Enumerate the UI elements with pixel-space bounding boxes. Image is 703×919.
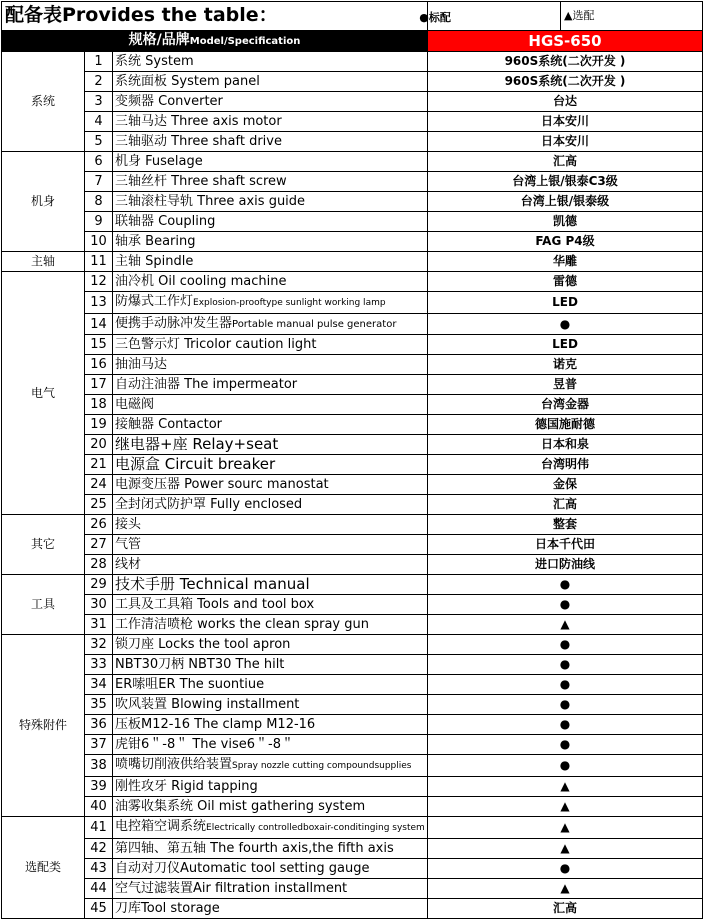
item-name-en: Three shaft drive — [167, 134, 282, 149]
table-row — [2, 395, 703, 415]
item-name-en: Rigid tapping — [167, 779, 258, 794]
item-value: 汇高 — [428, 152, 703, 172]
table-row — [2, 495, 703, 515]
category-cell: 机身 — [2, 152, 85, 252]
item-name-en: Oil cooling machine — [154, 274, 287, 289]
table-row — [2, 755, 703, 777]
item-description — [113, 132, 428, 152]
item-value: ▲ — [428, 777, 703, 797]
item-description — [113, 879, 428, 899]
item-name-en: Tool storage — [141, 901, 220, 916]
item-name-en: Automatic tool setting gauge — [180, 861, 370, 876]
page-title — [2, 2, 451, 31]
item-name-en: Air filtration installment — [193, 881, 348, 896]
item-description — [113, 435, 428, 455]
item-name-cn: 三色警示灯 — [115, 337, 181, 352]
item-value: 华雕 — [428, 252, 703, 272]
item-description — [113, 415, 428, 435]
row-number: 14 — [85, 314, 113, 335]
title-text: 配备表Provides the table： — [5, 3, 278, 26]
item-value: ▲ — [428, 879, 703, 899]
item-description — [113, 655, 428, 675]
table-row — [2, 635, 703, 655]
table-row — [2, 112, 703, 132]
item-value: 台湾明伟 — [428, 455, 703, 475]
item-name-en: Spindle — [141, 254, 194, 269]
item-name-cn: 防爆式工作灯 — [115, 294, 194, 309]
row-number: 15 — [85, 335, 113, 355]
item-name-cn: 气管 — [115, 537, 142, 552]
equipment-table — [1, 1, 703, 919]
item-name-en: Technical manual — [175, 575, 310, 593]
table-row — [2, 535, 703, 555]
row-number: 7 — [85, 172, 113, 192]
item-value: 进口防油线 — [428, 555, 703, 575]
item-description — [113, 695, 428, 715]
row-number: 11 — [85, 252, 113, 272]
row-number: 6 — [85, 152, 113, 172]
item-name-cn: 系统 — [115, 54, 142, 69]
table-row — [2, 192, 703, 212]
item-description — [113, 212, 428, 232]
item-description — [113, 192, 428, 212]
item-value: ▲ — [428, 797, 703, 817]
table-row — [2, 899, 703, 919]
item-name-en: Three shaft screw — [167, 174, 287, 189]
item-name-en: The impermeator — [180, 377, 298, 392]
table-row — [2, 355, 703, 375]
item-name-en: Circuit breaker — [160, 455, 276, 473]
table-row — [2, 735, 703, 755]
item-description — [113, 52, 428, 72]
item-name-cn: 空气过滤装置 — [115, 881, 194, 896]
item-value: 台达 — [428, 92, 703, 112]
table-row — [2, 797, 703, 817]
item-value: ● — [428, 755, 703, 777]
item-value: 日本千代田 — [428, 535, 703, 555]
item-value: ● — [428, 575, 703, 595]
item-description — [113, 755, 428, 777]
item-value: 金保 — [428, 475, 703, 495]
table-row — [2, 415, 703, 435]
row-number: 26 — [85, 515, 113, 535]
item-description — [113, 92, 428, 112]
row-number: 32 — [85, 635, 113, 655]
row-number: 21 — [85, 455, 113, 475]
row-number: 27 — [85, 535, 113, 555]
category-cell: 选配类 — [2, 817, 85, 919]
row-number: 28 — [85, 555, 113, 575]
item-name-cn: 接头 — [115, 517, 142, 532]
item-name-cn: 轴承 — [115, 234, 142, 249]
item-description — [113, 675, 428, 695]
table-row — [2, 817, 703, 839]
item-name-en: Three axis guide — [193, 194, 306, 209]
item-name-en: System — [141, 54, 194, 69]
row-number: 12 — [85, 272, 113, 292]
item-name-cn: NBT30刀柄 — [115, 657, 185, 672]
item-description — [113, 839, 428, 859]
item-description — [113, 252, 428, 272]
table-row — [2, 435, 703, 455]
row-number: 2 — [85, 72, 113, 92]
item-name-en: Blowing installment — [167, 697, 300, 712]
item-name-en: The vise6＂-8＂ — [188, 737, 294, 752]
row-number: 37 — [85, 735, 113, 755]
item-name-cn: 吹风装置 — [115, 697, 168, 712]
item-name-en: Power sourc manostat — [180, 477, 329, 492]
row-number: 9 — [85, 212, 113, 232]
table-row — [2, 335, 703, 355]
item-name-cn: 第四轴、第五轴 — [115, 841, 207, 856]
item-name-cn: 电磁阀 — [115, 397, 155, 412]
item-value: ● — [428, 675, 703, 695]
item-description — [113, 899, 428, 919]
item-value: 台湾上银/银泰C3级 — [428, 172, 703, 192]
item-value: ▲ — [428, 615, 703, 635]
item-name-en: Portable manual pulse generator — [232, 319, 397, 330]
item-name-cn: 电源盒 — [115, 455, 161, 473]
table-row — [2, 695, 703, 715]
item-name-cn: 机身 — [115, 154, 142, 169]
item-name-en: works the clean spray gun — [193, 617, 369, 632]
item-description — [113, 555, 428, 575]
table-row — [2, 92, 703, 112]
item-description — [113, 355, 428, 375]
spec-header — [2, 31, 428, 52]
item-name-cn: 压板M12-16 — [115, 717, 190, 732]
item-name-cn: 电源变压器 — [115, 477, 181, 492]
item-value: 汇高 — [428, 495, 703, 515]
item-name-cn: 三轴驱动 — [115, 134, 168, 149]
item-name-cn: 变频器 — [115, 94, 155, 109]
spec-label-en: Model/Specification — [189, 36, 301, 47]
table-row — [2, 615, 703, 635]
item-name-en: Spray nozzle cutting compoundsupplies — [232, 761, 412, 771]
item-name-en: Electrically controlledboxair-conditinging system — [206, 823, 425, 833]
item-name-cn: 技术手册 — [115, 575, 176, 593]
item-name-cn: 三轴马达 — [115, 114, 168, 129]
table-row — [2, 655, 703, 675]
table-row — [2, 72, 703, 92]
item-description — [113, 797, 428, 817]
row-number: 31 — [85, 615, 113, 635]
table-row — [2, 879, 703, 899]
row-number: 34 — [85, 675, 113, 695]
category-cell: 电气 — [2, 272, 85, 515]
item-description — [113, 335, 428, 355]
item-value: LED — [428, 335, 703, 355]
item-value: LED — [428, 292, 703, 314]
item-description — [113, 272, 428, 292]
item-name-cn: 抽油马达 — [115, 357, 168, 372]
row-number: 20 — [85, 435, 113, 455]
table-row — [2, 292, 703, 314]
item-value: ● — [428, 695, 703, 715]
item-value: ● — [428, 859, 703, 879]
row-number: 30 — [85, 595, 113, 615]
item-name-cn: 线材 — [115, 557, 142, 572]
item-name-cn: 三轴滚柱导轨 — [115, 194, 194, 209]
item-name-en: Locks the tool apron — [154, 637, 291, 652]
table-row — [2, 172, 703, 192]
item-name-cn: 全封闭式防护罩 — [115, 497, 207, 512]
item-name-en: NBT30 The hilt — [184, 657, 285, 672]
item-description — [113, 72, 428, 92]
row-number: 45 — [85, 899, 113, 919]
item-description — [113, 375, 428, 395]
item-description — [113, 515, 428, 535]
table-row — [2, 595, 703, 615]
item-description — [113, 152, 428, 172]
row-number: 29 — [85, 575, 113, 595]
item-name-cn: 油冷机 — [115, 274, 155, 289]
row-number: 10 — [85, 232, 113, 252]
item-description — [113, 715, 428, 735]
item-value: 昱普 — [428, 375, 703, 395]
category-cell: 工具 — [2, 575, 85, 635]
item-value: ▲ — [428, 839, 703, 859]
item-value: FAG P4级 — [428, 232, 703, 252]
title-row — [2, 2, 703, 31]
item-value: 诺克 — [428, 355, 703, 375]
category-cell: 其它 — [2, 515, 85, 575]
item-value: 台湾上银/银泰级 — [428, 192, 703, 212]
row-number: 3 — [85, 92, 113, 112]
row-number: 38 — [85, 755, 113, 777]
table-row — [2, 272, 703, 292]
row-number: 25 — [85, 495, 113, 515]
row-number: 18 — [85, 395, 113, 415]
header-row — [2, 31, 703, 52]
item-name-cn: 自动注油器 — [115, 377, 181, 392]
item-value: 凯德 — [428, 212, 703, 232]
item-value: 日本和泉 — [428, 435, 703, 455]
standard-legend: ●标配 — [419, 10, 451, 24]
table-row — [2, 475, 703, 495]
item-name-cn: 联轴器 — [115, 214, 155, 229]
item-name-cn: 油雾收集系统 — [115, 799, 194, 814]
row-number: 13 — [85, 292, 113, 314]
table-row — [2, 132, 703, 152]
table-row — [2, 455, 703, 475]
item-name-cn: 主轴 — [115, 254, 142, 269]
table-row — [2, 252, 703, 272]
optional-legend: ▲选配 — [560, 2, 594, 30]
table-row — [2, 575, 703, 595]
item-name-en: Fully enclosed — [206, 497, 303, 512]
item-description — [113, 735, 428, 755]
row-number: 40 — [85, 797, 113, 817]
item-description — [113, 595, 428, 615]
item-description — [113, 314, 428, 335]
item-value: 汇高 — [428, 899, 703, 919]
row-number: 16 — [85, 355, 113, 375]
item-name-en: ER The suontiue — [158, 677, 265, 692]
row-number: 42 — [85, 839, 113, 859]
item-name-cn: 三轴丝杆 — [115, 174, 168, 189]
item-name-cn: 电控箱空调系统 — [115, 819, 207, 834]
item-description — [113, 232, 428, 252]
item-name-en: Explosion-prooftype sunlight working lamp — [193, 298, 386, 308]
item-name-cn: 锁刀座 — [115, 637, 155, 652]
table-row — [2, 839, 703, 859]
item-value: ● — [428, 595, 703, 615]
item-value: 雷德 — [428, 272, 703, 292]
item-name-cn: ER嗦咀 — [115, 677, 159, 692]
item-description — [113, 475, 428, 495]
item-description — [113, 777, 428, 797]
item-name-cn: 刀库 — [115, 901, 142, 916]
category-cell: 特殊附件 — [2, 635, 85, 817]
item-name-cn: 接触器 — [115, 417, 155, 432]
item-description — [113, 535, 428, 555]
item-description — [113, 395, 428, 415]
item-value: 整套 — [428, 515, 703, 535]
table-row — [2, 232, 703, 252]
row-number: 8 — [85, 192, 113, 212]
item-value: 960S系统(二次开发 ) — [428, 52, 703, 72]
item-name-en: Relay+seat — [187, 435, 279, 453]
item-value: 日本安川 — [428, 112, 703, 132]
item-name-en: Tricolor caution light — [180, 337, 317, 352]
item-name-cn: 工具及工具箱 — [115, 597, 194, 612]
item-value: 台湾金器 — [428, 395, 703, 415]
item-name-cn: 便携手动脉冲发生器 — [115, 316, 233, 331]
item-value: 日本安川 — [428, 132, 703, 152]
row-number: 35 — [85, 695, 113, 715]
item-name-cn: 继电器+座 — [115, 435, 188, 453]
category-cell: 主轴 — [2, 252, 85, 272]
table-row — [2, 314, 703, 335]
row-number: 36 — [85, 715, 113, 735]
item-name-en: The fourth axis,the fifth axis — [206, 841, 394, 856]
item-description — [113, 495, 428, 515]
item-name-cn: 自动对刀仪 — [115, 861, 181, 876]
item-name-en: Three axis motor — [167, 114, 282, 129]
item-name-en: Coupling — [154, 214, 216, 229]
item-value: ● — [428, 655, 703, 675]
table-row — [2, 152, 703, 172]
item-value: ● — [428, 635, 703, 655]
item-name-en: System panel — [167, 74, 260, 89]
row-number: 33 — [85, 655, 113, 675]
row-number: 39 — [85, 777, 113, 797]
item-description — [113, 615, 428, 635]
item-name-en: Oil mist gathering system — [193, 799, 366, 814]
row-number: 4 — [85, 112, 113, 132]
item-value: ● — [428, 715, 703, 735]
item-name-en: Contactor — [154, 417, 223, 432]
table-row — [2, 212, 703, 232]
category-cell: 系统 — [2, 52, 85, 152]
item-description — [113, 172, 428, 192]
item-value: ▲ — [428, 817, 703, 839]
row-number: 44 — [85, 879, 113, 899]
row-number: 19 — [85, 415, 113, 435]
item-description — [113, 817, 428, 839]
table-row — [2, 859, 703, 879]
item-name-en: Fuselage — [141, 154, 203, 169]
item-name-cn: 喷嘴切削液供给装置 — [115, 757, 233, 772]
row-number: 43 — [85, 859, 113, 879]
optional-legend-cell — [428, 2, 703, 31]
table-row — [2, 515, 703, 535]
item-name-cn: 刚性攻牙 — [115, 779, 168, 794]
item-name-cn: 系统面板 — [115, 74, 168, 89]
item-name-cn: 虎钳6＂-8＂ — [115, 737, 189, 752]
item-description — [113, 635, 428, 655]
item-value: 德国施耐德 — [428, 415, 703, 435]
table-row — [2, 555, 703, 575]
item-value: ● — [428, 314, 703, 335]
item-description — [113, 455, 428, 475]
item-description — [113, 292, 428, 314]
item-value: ● — [428, 735, 703, 755]
row-number: 24 — [85, 475, 113, 495]
item-value: 960S系统(二次开发 ) — [428, 72, 703, 92]
table-row — [2, 777, 703, 797]
row-number: 41 — [85, 817, 113, 839]
item-name-en: The clamp M12-16 — [190, 717, 316, 732]
spec-label-cn: 规格/品牌 — [128, 32, 190, 48]
row-number: 1 — [85, 52, 113, 72]
item-description — [113, 575, 428, 595]
table-row — [2, 675, 703, 695]
item-description — [113, 859, 428, 879]
table-row — [2, 52, 703, 72]
item-name-cn: 工作清洁喷枪 — [115, 617, 194, 632]
item-description — [113, 112, 428, 132]
model-header: HGS-650 — [428, 31, 703, 52]
table-row — [2, 375, 703, 395]
row-number: 5 — [85, 132, 113, 152]
item-name-en: Tools and tool box — [193, 597, 315, 612]
row-number: 17 — [85, 375, 113, 395]
item-name-en: Converter — [154, 94, 223, 109]
table-row — [2, 715, 703, 735]
item-name-en: Bearing — [141, 234, 196, 249]
